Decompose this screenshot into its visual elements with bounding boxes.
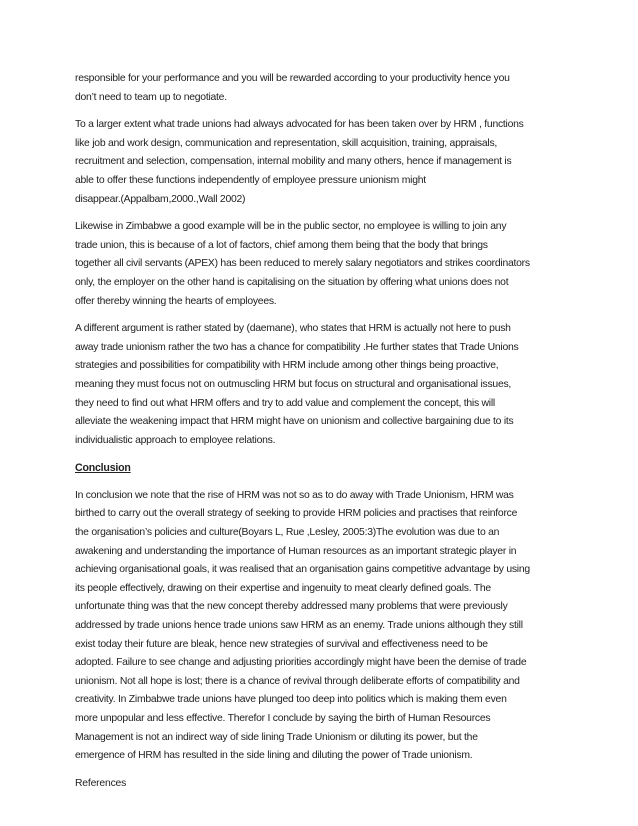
paragraph-zimbabwe-public-sector: [75, 218, 567, 311]
text-line: trade union, this is because of a lot of factors, chief among them being that the body that brings: [75, 239, 488, 251]
text-line: addressed by trade unions hence trade unions saw HRM as an enemy. Trade unions although they still: [75, 620, 523, 632]
text-line: responsible for your performance and you will be rewarded according to your productivity hence you: [75, 73, 510, 84]
text-line: strategies and possibilities for compatibility with HRM include among other things being proactive,: [75, 360, 499, 372]
text-line: achieving organisational goals, it was realised that an organisation gains competitive advantage by using: [75, 564, 530, 576]
text-line: don’t need to team up to negotiate.: [75, 91, 227, 103]
text-line: unionism. Not all hope is lost; there is a chance of revival through deliberate efforts of compatibility and: [75, 675, 520, 687]
text-line: Management is not an indirect way of side lining Trade Unionism or diluting its power, but the: [75, 731, 478, 743]
paragraph-compatibility-argument: [75, 320, 567, 450]
text-line: its people effectively, drawing on their expertise and ingenuity to meat clearly defined goals. The: [75, 582, 491, 594]
text-line: recruitment and selection, compensation, internal mobility and many others, hence if management is: [75, 156, 512, 168]
document-page: [75, 70, 567, 793]
text-line: exist today their future are bleak, hence new strategies of survival and effectiveness need to be: [75, 638, 488, 650]
text-line: together all civil servants (APEX) has been reduced to merely salary negotiators and strikes coordinators: [75, 258, 530, 270]
text-line: individualistic approach to employee relations.: [75, 434, 276, 446]
references-heading: References: [75, 777, 127, 789]
text-line: unfortunate thing was that the new concept thereby addressed many problems that were previously: [75, 601, 508, 613]
text-line: To a larger extent what trade unions had always advocated for has been taken over by HRM , functions: [75, 119, 524, 131]
paragraph-conclusion: [75, 487, 567, 766]
conclusion-heading: Conclusion: [75, 462, 131, 475]
text-line: disappear.(Appalbam,2000.,Wall 2002): [75, 193, 246, 205]
text-line: A different argument is rather stated by (daemane), who states that HRM is actually not here to push: [75, 323, 511, 335]
text-line: away trade unionism rather the two has a chance for compatibility .He further states that Trade Unions: [75, 341, 519, 353]
text-line: only, the employer on the other hand is capitalising on the situation by offering what unions does not: [75, 276, 509, 288]
text-line: the organisation’s policies and culture(Boyars L, Rue ,Lesley, 2005:3)The evolution was due to an: [75, 527, 500, 539]
paragraph-productivity: [75, 70, 567, 107]
text-line: able to offer these functions independently of employee pressure unionism might: [75, 174, 426, 186]
text-line: alleviate the weakening impact that HRM might have on unionism and collective bargaining due to its: [75, 416, 514, 428]
text-line: adopted. Failure to see change and adjusting priorities accordingly might have been the demise of trade: [75, 657, 527, 669]
text-line: more unpopular and less effective. Therefor I conclude by saying the birth of Human Resources: [75, 713, 491, 724]
text-line: like job and work design, communication and representation, skill acquisition, training, appraisals,: [75, 137, 498, 149]
text-line: birthed to carry out the overall strategy of seeking to provide HRM policies and practises that reinforce: [75, 508, 518, 520]
text-line: meaning they must focus not on outmuscling HRM but focus on structural and organisational issues,: [75, 378, 512, 390]
paragraph-hrm-functions: [75, 116, 567, 209]
text-line: emergence of HRM has resulted in the side lining and diluting the power of Trade unionism.: [75, 750, 473, 762]
text-line: In conclusion we note that the rise of HRM was not so as to do away with Trade Unionism, HRM was: [75, 489, 514, 501]
text-line: creativity. In Zimbabwe trade unions have plunged too deep into politics which is making them even: [75, 694, 507, 706]
text-line: awakening and understanding the importance of Human resources as an important strategic player in: [75, 545, 517, 557]
text-line: Likewise in Zimbabwe a good example will be in the public sector, no employee is willing to join any: [75, 221, 507, 233]
text-line: offer thereby winning the hearts of employees.: [75, 295, 277, 307]
text-line: they need to find out what HRM offers and try to add value and complement the concept, this will: [75, 397, 495, 409]
